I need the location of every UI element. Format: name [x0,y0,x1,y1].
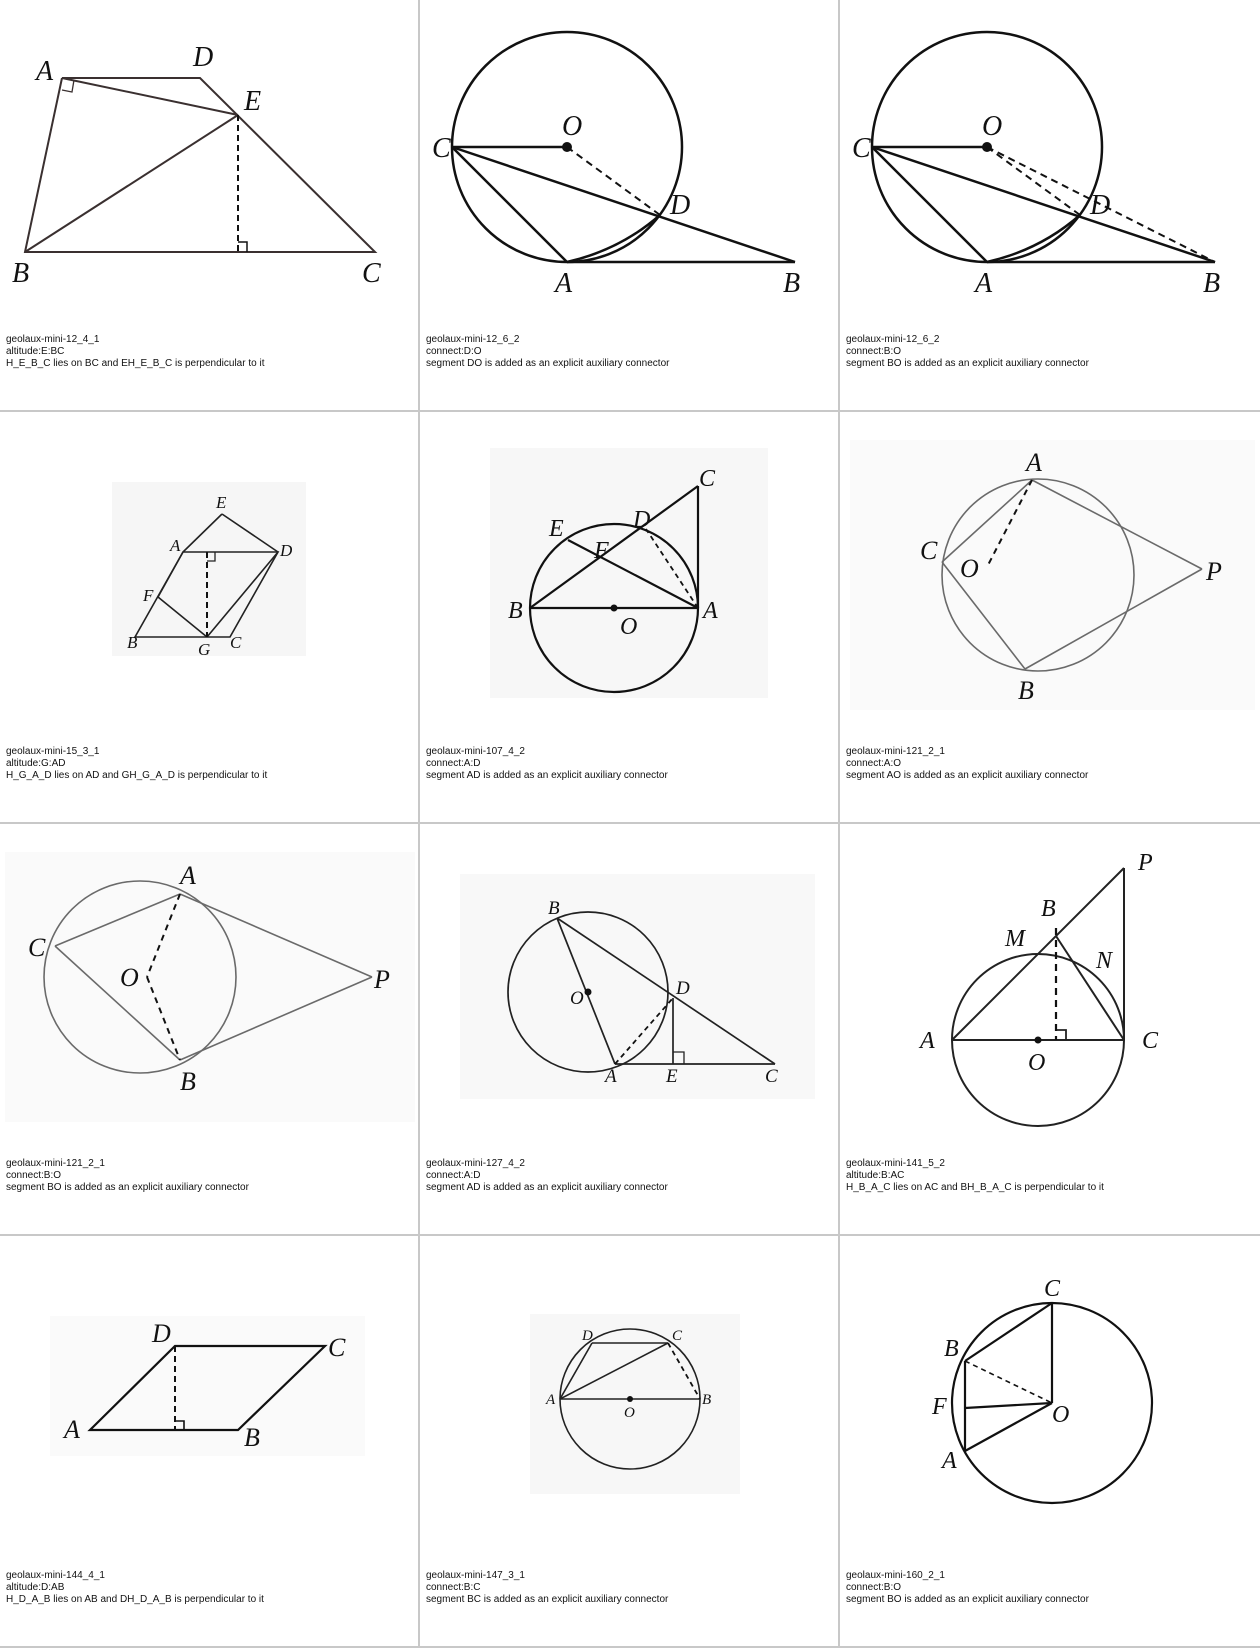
label-D: D [193,42,214,73]
label-D: D [582,1328,593,1344]
label-C: C [1142,1028,1159,1054]
figure-3 [0,412,420,742]
caption-1 [426,334,832,370]
label-C: C [432,133,451,164]
figure-11 [840,1236,1260,1566]
label-O: O [1028,1050,1046,1076]
label-C: C [1044,1276,1061,1302]
caption-note: segment BO is added as an explicit auxiliary connector [6,1182,249,1193]
label-E: E [549,516,564,542]
label-A: A [1026,448,1042,477]
label-B: B [508,598,523,624]
label-C: C [920,536,938,565]
label-B: B [548,898,560,919]
panel-11 [840,1236,1260,1648]
label-O: O [624,1405,635,1421]
label-A: A [555,268,573,299]
caption-op: connect:B:O [846,1582,902,1593]
caption-note: segment BC is added as an explicit auxiliary connector [426,1594,669,1605]
label-M: M [1005,926,1025,952]
caption-note: segment DO is added as an explicit auxiliary connector [426,358,670,369]
label-O: O [620,614,638,640]
label-C: C [230,633,242,652]
label-D: D [670,190,691,221]
label-B: B [127,633,138,652]
label-E: E [244,86,262,117]
label-P: P [1138,850,1153,876]
caption-id: geolaux-mini-121_2_1 [846,746,945,757]
caption-note: H_E_B_C lies on BC and EH_E_B_C is perpendicular to it [6,358,265,369]
caption-id: geolaux-mini-144_4_1 [6,1570,105,1581]
caption-9 [6,1570,412,1606]
label-C: C [672,1328,683,1344]
panel-6 [0,824,420,1236]
caption-op: connect:D:O [426,346,482,357]
figure-1 [420,0,840,330]
caption-note: H_D_A_B lies on AB and DH_D_A_B is perpendicular to it [6,1594,264,1605]
label-A: A [170,536,181,555]
label-B: B [1203,268,1221,299]
caption-note: H_B_A_C lies on AC and BH_B_A_C is perpendicular to it [846,1182,1104,1193]
panel-7 [420,824,840,1236]
label-B: B [1041,896,1056,922]
caption-op: connect:A:D [426,1170,481,1181]
label-B: B [244,1423,260,1452]
panel-1 [420,0,840,412]
panel-9 [0,1236,420,1648]
caption-op: altitude:G:AD [6,758,66,769]
caption-op: connect:A:D [426,758,481,769]
caption-id: geolaux-mini-15_3_1 [6,746,100,757]
figure-0 [0,0,420,330]
caption-id: geolaux-mini-12_6_2 [846,334,940,345]
figure-2 [840,0,1260,330]
caption-op: altitude:D:AB [6,1582,65,1593]
label-E: E [216,493,227,512]
caption-id: geolaux-mini-127_4_2 [426,1158,525,1169]
caption-note: H_G_A_D lies on AD and GH_G_A_D is perpendicular to it [6,770,268,781]
caption-op: altitude:B:AC [846,1170,905,1181]
figure-7 [420,824,840,1154]
caption-6 [6,1158,412,1194]
caption-2 [846,334,1254,370]
label-O: O [562,111,583,142]
caption-8 [846,1158,1254,1194]
label-C: C [28,933,46,962]
caption-op: connect:A:O [846,758,902,769]
label-D: D [633,507,651,533]
label-F: F [143,586,154,605]
label-A: A [64,1415,80,1444]
label-G: G [198,640,211,659]
panel-4 [420,412,840,824]
label-B: B [1018,676,1034,705]
label-O: O [1052,1402,1070,1428]
caption-id: geolaux-mini-12_6_2 [426,334,520,345]
label-C: C [765,1066,778,1087]
figure-10 [420,1236,840,1566]
label-A: A [180,861,196,890]
caption-op: connect:B:O [6,1170,62,1181]
caption-id: geolaux-mini-12_4_1 [6,334,100,345]
label-D: D [1090,190,1111,221]
caption-note: segment AD is added as an explicit auxiliary connector [426,770,668,781]
figure-6 [0,824,420,1154]
label-A: A [605,1066,617,1087]
label-P: P [1206,557,1222,586]
label-B: B [944,1336,959,1362]
caption-0 [6,334,412,370]
caption-note: segment BO is added as an explicit auxiliary connector [846,358,1089,369]
label-O: O [960,554,979,583]
label-O: O [982,111,1003,142]
label-C: C [362,258,381,289]
figure-5 [840,412,1260,742]
caption-id: geolaux-mini-141_5_2 [846,1158,945,1169]
label-B: B [180,1067,196,1096]
panel-0 [0,0,420,412]
caption-11 [846,1570,1254,1606]
label-O: O [120,963,139,992]
caption-5 [846,746,1254,782]
caption-op: connect:B:O [846,346,902,357]
label-D: D [280,541,293,560]
caption-id: geolaux-mini-121_2_1 [6,1158,105,1169]
label-D: D [152,1319,171,1348]
label-D: D [676,978,690,999]
label-F: F [594,538,609,564]
panel-8 [840,824,1260,1236]
label-A: A [942,1448,957,1474]
caption-id: geolaux-mini-107_4_2 [426,746,525,757]
panel-10 [420,1236,840,1648]
caption-4 [426,746,832,782]
caption-10 [426,1570,832,1606]
caption-op: altitude:E:BC [6,346,65,357]
figure-4 [420,412,840,742]
label-E: E [666,1066,678,1087]
caption-note: segment AO is added as an explicit auxiliary connector [846,770,1089,781]
caption-note: segment BO is added as an explicit auxiliary connector [846,1594,1089,1605]
label-C: C [699,466,716,492]
caption-op: connect:B:C [426,1582,481,1593]
panel-3 [0,412,420,824]
caption-note: segment AD is added as an explicit auxiliary connector [426,1182,668,1193]
label-B: B [783,268,801,299]
label-A: A [703,598,718,624]
label-O: O [570,988,584,1009]
label-C: C [328,1333,346,1362]
label-A: A [36,56,54,87]
panel-2 [840,0,1260,412]
label-A: A [920,1028,935,1054]
caption-id: geolaux-mini-147_3_1 [426,1570,525,1581]
label-P: P [374,965,390,994]
figure-9 [0,1236,420,1566]
label-B: B [12,258,30,289]
label-N: N [1096,948,1113,974]
caption-id: geolaux-mini-160_2_1 [846,1570,945,1581]
figure-8 [840,824,1260,1154]
label-A: A [546,1392,556,1408]
label-A: A [975,268,993,299]
label-C: C [852,133,871,164]
panel-5 [840,412,1260,824]
label-B: B [702,1392,712,1408]
label-F: F [932,1394,947,1420]
caption-7 [426,1158,832,1194]
caption-3 [6,746,412,782]
